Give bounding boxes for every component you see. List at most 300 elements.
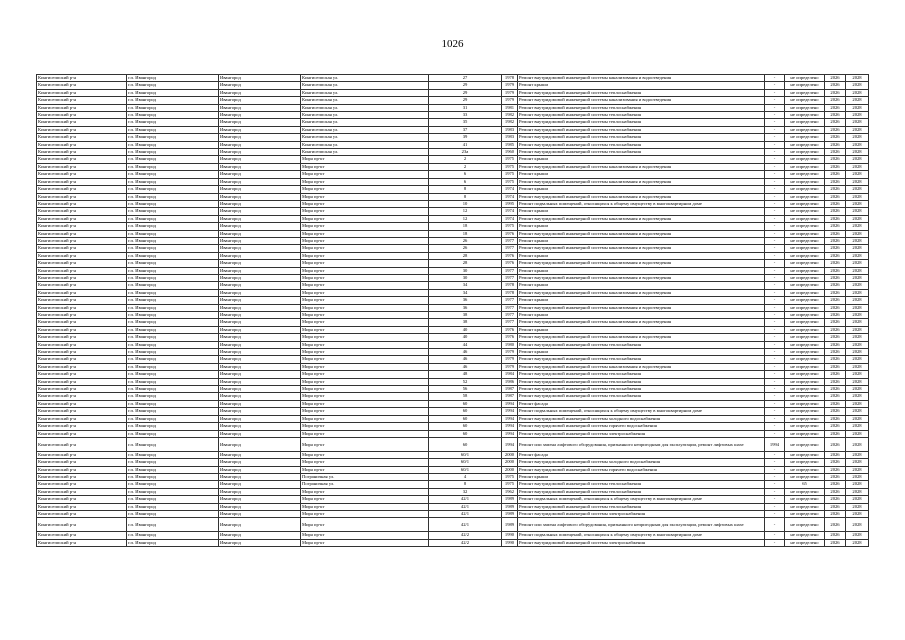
table-cell: - — [765, 141, 785, 148]
table-cell: 36 — [429, 304, 502, 311]
table-cell: Мира пр-кт — [301, 297, 429, 304]
table-cell: Ивангород — [219, 371, 301, 378]
table-cell: 1974 — [502, 186, 518, 193]
table-cell: Кингисеппский р-н — [37, 112, 127, 119]
table-cell: Мира пр-кт — [301, 326, 429, 333]
table-cell: Мира пр-кт — [301, 289, 429, 296]
table-cell: 46 — [429, 356, 502, 363]
table-cell: Ивангород — [219, 289, 301, 296]
table-cell: Мира пр-кт — [301, 208, 429, 215]
table-cell: г.п. Ивангород — [127, 193, 219, 200]
table-cell: 60 — [429, 415, 502, 422]
table-cell: Ремонт внутридомовой инженерной системы теплоснабжения — [518, 119, 765, 126]
table-cell: Кингисеппский р-н — [37, 312, 127, 319]
table-cell: Ивангород — [219, 356, 301, 363]
table-row — [37, 510, 869, 517]
table-cell: Ремонт внутридомовой инженерной системы теплоснабжения — [518, 134, 765, 141]
table-row — [37, 178, 869, 185]
table-cell: 1982 — [502, 119, 518, 126]
table-row — [37, 437, 869, 451]
table-row — [37, 304, 869, 311]
table-cell: 2026 — [825, 356, 846, 363]
table-row — [37, 430, 869, 437]
table-cell: 2026 — [825, 104, 846, 111]
table-cell: 2026 — [825, 459, 846, 466]
table-cell: Ремонт крыши — [518, 349, 765, 356]
table-cell: Ивангород — [219, 319, 301, 326]
table-cell: г.п. Ивангород — [127, 178, 219, 185]
table-cell: 2026 — [825, 112, 846, 119]
table-cell: 2026 — [825, 215, 846, 222]
table-cell: не определено — [785, 149, 825, 156]
table-cell: 46 — [429, 349, 502, 356]
table-cell: 2028 — [846, 386, 869, 393]
table-cell: Ивангород — [219, 393, 301, 400]
table-cell: 2028 — [846, 393, 869, 400]
table-cell: 2000 — [502, 459, 518, 466]
table-row — [37, 334, 869, 341]
table-cell: Мира пр-кт — [301, 178, 429, 185]
table-cell: Ремонт крыши — [518, 171, 765, 178]
table-cell: 2026 — [825, 126, 846, 133]
table-cell: - — [765, 200, 785, 207]
table-cell: Пограничная ул. — [301, 473, 429, 480]
table-row — [37, 274, 869, 281]
table-cell: Мира пр-кт — [301, 186, 429, 193]
table-cell: 2026 — [825, 304, 846, 311]
table-cell: г.п. Ивангород — [127, 200, 219, 207]
table-cell: 2026 — [825, 349, 846, 356]
table-cell: не определено — [785, 393, 825, 400]
table-cell: Мира пр-кт — [301, 274, 429, 281]
table-cell: г.п. Ивангород — [127, 171, 219, 178]
table-cell: 2026 — [825, 237, 846, 244]
table-cell: 1977 — [502, 304, 518, 311]
table-cell: г.п. Ивангород — [127, 141, 219, 148]
table-cell: Ремонт внутридомовой инженерной системы теплоснабжения — [518, 89, 765, 96]
table-cell: Ремонт внутридомовой инженерной системы теплоснабжения — [518, 371, 765, 378]
table-row — [37, 408, 869, 415]
table-cell: Ивангород — [219, 104, 301, 111]
table-cell: 2028 — [846, 260, 869, 267]
table-cell: 2028 — [846, 252, 869, 259]
table-row — [37, 473, 869, 480]
table-cell: 1994 — [502, 437, 518, 451]
table-cell: 2026 — [825, 156, 846, 163]
table-cell: - — [765, 334, 785, 341]
table-cell: 2028 — [846, 371, 869, 378]
table-cell: Мира пр-кт — [301, 312, 429, 319]
table-cell: не определено — [785, 82, 825, 89]
table-cell: Мира пр-кт — [301, 510, 429, 517]
table-cell: не определено — [785, 349, 825, 356]
table-row — [37, 141, 869, 148]
table-cell: Ремонт подвальных помещений, относящихся к общему имуществу в многоквартирном доме — [518, 496, 765, 503]
table-cell: Кингисеппская ул. — [301, 104, 429, 111]
table-cell: 2028 — [846, 126, 869, 133]
table-cell: 1978 — [502, 282, 518, 289]
table-cell: Ивангород — [219, 451, 301, 458]
table-cell: Кингисеппский р-н — [37, 245, 127, 252]
table-row — [37, 532, 869, 539]
table-cell: Ивангород — [219, 208, 301, 215]
table-cell: - — [765, 260, 785, 267]
table-cell: Ивангород — [219, 386, 301, 393]
table-cell: Кингисеппский р-н — [37, 400, 127, 407]
table-cell: Ремонт крыши — [518, 208, 765, 215]
table-cell: г.п. Ивангород — [127, 496, 219, 503]
table-cell: - — [765, 466, 785, 473]
table-cell: 1974 — [502, 208, 518, 215]
table-cell: не определено — [785, 89, 825, 96]
table-row — [37, 488, 869, 495]
table-cell: 2026 — [825, 289, 846, 296]
table-cell: 2028 — [846, 503, 869, 510]
table-cell: г.п. Ивангород — [127, 408, 219, 415]
table-cell: 2028 — [846, 451, 869, 458]
table-cell: Ивангород — [219, 423, 301, 430]
table-cell: 2028 — [846, 532, 869, 539]
table-cell: 37 — [429, 126, 502, 133]
table-cell: не определено — [785, 451, 825, 458]
table-cell: 1994 — [502, 400, 518, 407]
table-cell: 8 — [429, 186, 502, 193]
table-cell: не определено — [785, 400, 825, 407]
table-cell: - — [765, 312, 785, 319]
table-cell: Кингисеппский р-н — [37, 289, 127, 296]
table-cell: не определено — [785, 503, 825, 510]
table-cell: - — [765, 488, 785, 495]
table-cell: Ремонт внутридомовой инженерной системы канализования и водоотведения — [518, 334, 765, 341]
table-cell: Кингисеппский р-н — [37, 230, 127, 237]
table-cell: Ремонт внутридомовой инженерной системы канализования и водоотведения — [518, 319, 765, 326]
table-cell: Мира пр-кт — [301, 341, 429, 348]
table-cell: 1979 — [502, 349, 518, 356]
table-cell: Мира пр-кт — [301, 415, 429, 422]
table-cell: не определено — [785, 423, 825, 430]
table-cell: г.п. Ивангород — [127, 75, 219, 82]
table-cell: Кингисеппский р-н — [37, 326, 127, 333]
table-row — [37, 97, 869, 104]
table-cell: г.п. Ивангород — [127, 237, 219, 244]
table-cell: не определено — [785, 437, 825, 451]
table-cell: 2026 — [825, 408, 846, 415]
table-cell: 2026 — [825, 423, 846, 430]
table-cell: 2026 — [825, 245, 846, 252]
table-cell: 1987 — [502, 393, 518, 400]
table-cell: Ремонт внутридомовой инженерной системы канализования и водоотведения — [518, 215, 765, 222]
table-cell: г.п. Ивангород — [127, 371, 219, 378]
table-cell: 2026 — [825, 451, 846, 458]
table-cell: Ивангород — [219, 75, 301, 82]
page-number: 1026 — [441, 38, 464, 50]
table-cell: Ремонт внутридомовой инженерной системы теплоснабжения — [518, 112, 765, 119]
table-cell: 1985 — [502, 141, 518, 148]
table-cell: 2028 — [846, 496, 869, 503]
table-cell: Ремонт внутридомовой инженерной системы канализования и водоотведения — [518, 289, 765, 296]
table-cell: г.п. Ивангород — [127, 163, 219, 170]
table-cell: Ремонт подвальных помещений, относящихся к общему имуществу в многоквартирном доме — [518, 408, 765, 415]
table-row — [37, 378, 869, 385]
table-cell: 40 — [429, 334, 502, 341]
table-cell: 26 — [429, 237, 502, 244]
table-cell: - — [765, 393, 785, 400]
table-cell: Ремонт крыши — [518, 473, 765, 480]
table-row — [37, 149, 869, 156]
table-cell: не определено — [785, 119, 825, 126]
table-cell: - — [765, 245, 785, 252]
table-cell: 2028 — [846, 400, 869, 407]
table-cell: 12 — [429, 215, 502, 222]
table-cell: Ремонт внутридомовой инженерной системы канализования и водоотведения — [518, 75, 765, 82]
table-cell: Ивангород — [219, 539, 301, 546]
table-cell: 2028 — [846, 178, 869, 185]
table-cell: Ивангород — [219, 156, 301, 163]
table-cell: г.п. Ивангород — [127, 415, 219, 422]
table-cell: г.п. Ивангород — [127, 267, 219, 274]
table-cell: Ивангород — [219, 459, 301, 466]
table-cell: г.п. Ивангород — [127, 423, 219, 430]
table-cell: Кингисеппский р-н — [37, 319, 127, 326]
table-row — [37, 75, 869, 82]
table-cell: г.п. Ивангород — [127, 473, 219, 480]
table-cell: - — [765, 451, 785, 458]
table-row — [37, 459, 869, 466]
table-cell: г.п. Ивангород — [127, 532, 219, 539]
table-cell: Мира пр-кт — [301, 518, 429, 532]
table-cell: 2028 — [846, 334, 869, 341]
table-cell: 2028 — [846, 89, 869, 96]
table-cell: 1978 — [502, 289, 518, 296]
table-cell: 2026 — [825, 326, 846, 333]
table-cell: 2026 — [825, 282, 846, 289]
table-cell: Ивангород — [219, 215, 301, 222]
table-cell: Мира пр-кт — [301, 393, 429, 400]
table-cell: не определено — [785, 163, 825, 170]
table-cell: Кингисеппский р-н — [37, 126, 127, 133]
table-cell: 1986 — [502, 378, 518, 385]
table-cell: Мира пр-кт — [301, 459, 429, 466]
table-row — [37, 260, 869, 267]
table-cell: Кингисеппский р-н — [37, 371, 127, 378]
table-cell: 2026 — [825, 473, 846, 480]
table-cell: Ремонт крыши — [518, 297, 765, 304]
table-cell: Мира пр-кт — [301, 430, 429, 437]
table-cell: Ивангород — [219, 297, 301, 304]
table-cell: - — [765, 423, 785, 430]
table-cell: Ивангород — [219, 326, 301, 333]
table-cell: Ремонт внутридомовой инженерной системы электроснабжения — [518, 510, 765, 517]
table-cell: - — [765, 386, 785, 393]
table-cell: - — [765, 496, 785, 503]
table-cell: 1977 — [502, 237, 518, 244]
table-cell: 2026 — [825, 171, 846, 178]
table-cell: 2028 — [846, 349, 869, 356]
table-cell: 2028 — [846, 208, 869, 215]
table-cell: - — [765, 193, 785, 200]
table-cell: - — [765, 112, 785, 119]
table-cell: Кингисеппский р-н — [37, 282, 127, 289]
table-cell: Ремонт внутридомовой инженерной системы горячего водоснабжения — [518, 466, 765, 473]
table-cell: 2028 — [846, 363, 869, 370]
table-cell: Кингисеппский р-н — [37, 149, 127, 156]
table-cell: Кингисеппский р-н — [37, 423, 127, 430]
table-cell: Ивангород — [219, 488, 301, 495]
table-row — [37, 466, 869, 473]
table-cell: Ивангород — [219, 245, 301, 252]
table-cell: Мира пр-кт — [301, 267, 429, 274]
table-cell: 2028 — [846, 459, 869, 466]
table-cell: 2026 — [825, 319, 846, 326]
table-cell: 2028 — [846, 267, 869, 274]
table-cell: 56 — [429, 386, 502, 393]
table-cell: 2028 — [846, 326, 869, 333]
table-cell: 2026 — [825, 260, 846, 267]
table-cell: Ремонт крыши — [518, 82, 765, 89]
table-cell: 29 — [429, 82, 502, 89]
table-cell: 2028 — [846, 156, 869, 163]
table-cell: 41 — [429, 141, 502, 148]
table-cell: 1994 — [502, 408, 518, 415]
table-cell: 2028 — [846, 408, 869, 415]
table-cell: 2026 — [825, 75, 846, 82]
table-cell: не определено — [785, 200, 825, 207]
table-cell: - — [765, 134, 785, 141]
table-cell: - — [765, 341, 785, 348]
table-cell: Мира пр-кт — [301, 496, 429, 503]
table-cell: не определено — [785, 326, 825, 333]
table-row — [37, 319, 869, 326]
table-cell: - — [765, 267, 785, 274]
table-row — [37, 349, 869, 356]
table-cell: 34 — [429, 289, 502, 296]
table-cell: Ивангород — [219, 89, 301, 96]
table-cell: не определено — [785, 274, 825, 281]
table-cell: 1977 — [502, 312, 518, 319]
table-cell: Кингисеппский р-н — [37, 267, 127, 274]
table-cell: - — [765, 481, 785, 488]
table-cell: 2026 — [825, 481, 846, 488]
table-cell: Кингисеппский р-н — [37, 539, 127, 546]
table-cell: Кингисеппская ул. — [301, 126, 429, 133]
table-cell: не определено — [785, 510, 825, 517]
table-cell: 2028 — [846, 163, 869, 170]
table-cell: Ивангород — [219, 223, 301, 230]
table-cell: 2026 — [825, 415, 846, 422]
table-cell: 1981 — [502, 104, 518, 111]
table-cell: 35 — [429, 119, 502, 126]
table-cell: 2 — [429, 163, 502, 170]
table-cell: Мира пр-кт — [301, 466, 429, 473]
table-cell: - — [765, 178, 785, 185]
table-cell: 2028 — [846, 223, 869, 230]
table-cell: г.п. Ивангород — [127, 119, 219, 126]
table-cell: не определено — [785, 282, 825, 289]
table-cell: 1975 — [502, 473, 518, 480]
table-cell: не определено — [785, 230, 825, 237]
table-cell: Мира пр-кт — [301, 200, 429, 207]
table-cell: 1990 — [502, 532, 518, 539]
table-cell: г.п. Ивангород — [127, 186, 219, 193]
table-cell: Мира пр-кт — [301, 532, 429, 539]
table-cell: Ивангород — [219, 282, 301, 289]
table-cell: Мира пр-кт — [301, 237, 429, 244]
table-cell: г.п. Ивангород — [127, 393, 219, 400]
table-cell: Ремонт внутридомовой инженерной системы теплоснабжения — [518, 104, 765, 111]
table-cell: 60 — [429, 430, 502, 437]
table-cell: 2026 — [825, 496, 846, 503]
table-row — [37, 326, 869, 333]
table-cell: Ремонт крыши — [518, 252, 765, 259]
table-cell: Кингисеппский р-н — [37, 386, 127, 393]
table-cell: Кингисеппская ул. — [301, 112, 429, 119]
table-cell: 2028 — [846, 423, 869, 430]
table-cell: 2028 — [846, 112, 869, 119]
table-cell: - — [765, 156, 785, 163]
table-cell: не определено — [785, 156, 825, 163]
table-cell: 1979 — [502, 82, 518, 89]
table-cell: Ивангород — [219, 437, 301, 451]
table-cell: не определено — [785, 112, 825, 119]
table-cell: не определено — [785, 496, 825, 503]
table-cell: - — [765, 289, 785, 296]
table-cell: - — [765, 532, 785, 539]
table-cell: г.п. Ивангород — [127, 260, 219, 267]
table-cell: 2028 — [846, 230, 869, 237]
table-cell: 4 — [429, 473, 502, 480]
table-cell: 2026 — [825, 141, 846, 148]
table-cell: 2028 — [846, 97, 869, 104]
table-cell: не определено — [785, 415, 825, 422]
table-cell: г.п. Ивангород — [127, 510, 219, 517]
table-cell: 1980 — [502, 341, 518, 348]
table-cell: Кингисеппский р-н — [37, 208, 127, 215]
table-cell: Ремонт крыши — [518, 223, 765, 230]
table-cell: - — [765, 371, 785, 378]
table-cell: Мира пр-кт — [301, 423, 429, 430]
table-cell: 1976 — [502, 326, 518, 333]
table-cell: 2026 — [825, 363, 846, 370]
table-cell: 34 — [429, 282, 502, 289]
table-cell: 6 — [429, 178, 502, 185]
table-row — [37, 245, 869, 252]
table-cell: Ивангород — [219, 274, 301, 281]
table-cell: Кингисеппский р-н — [37, 334, 127, 341]
table-cell: не определено — [785, 134, 825, 141]
table-cell: 2026 — [825, 532, 846, 539]
table-cell: г.п. Ивангород — [127, 451, 219, 458]
table-cell: г.п. Ивангород — [127, 539, 219, 546]
table-cell: 2026 — [825, 488, 846, 495]
table-cell: 2026 — [825, 252, 846, 259]
table-row — [37, 518, 869, 532]
table-row — [37, 386, 869, 393]
table-cell: 2026 — [825, 163, 846, 170]
table-cell: - — [765, 171, 785, 178]
table-cell: не определено — [785, 341, 825, 348]
table-cell: 1983 — [502, 126, 518, 133]
table-cell: 1987 — [502, 386, 518, 393]
table-cell: Ремонт внутридомовой инженерной системы канализования и водоотведения — [518, 163, 765, 170]
table-cell: 30 — [429, 274, 502, 281]
table-cell: Кингисеппский р-н — [37, 349, 127, 356]
table-cell: не определено — [785, 334, 825, 341]
table-cell: г.п. Ивангород — [127, 326, 219, 333]
table-cell: Ремонт внутридомовой инженерной системы электроснабжения — [518, 539, 765, 546]
table-cell: 2028 — [846, 481, 869, 488]
table-row — [37, 393, 869, 400]
table-cell: - — [765, 459, 785, 466]
